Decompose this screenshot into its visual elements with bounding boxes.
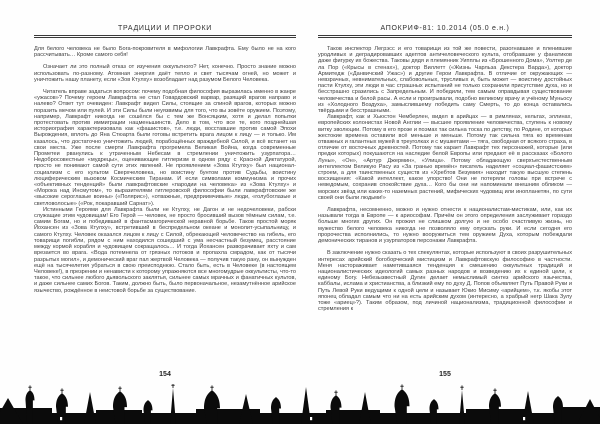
- paragraph: Лавкрафт, как и Хьюстон Чемберлен, видел в арийцах — в римлянах, кельтах, эллинах, европейских колонистах Новой Англии — высшее проявление человечества, ступень к новому витку эволюции. Потому в его прозе и поэмах так сильна тоска по детству, по Родине, от которых жестокие времена оставили всё меньше и меньше. Потому так сильна тяга ко временам отважных и галантных мужей в треуголках и с мушкетами — тяга, свободная от всякого страха, в отличие от восточных древностей. Потому так карает Лавкрафт тех персонажей, которые (или предки которых) покушаются на наследие белой Европы или предают её в рассказах «Болото Луны», «Он», «Артур Джермин», «Улица». Потому обладающую сверхъестественным интеллектом Великую Расу из «За гранью времён» писатель наделяет «социал-фашистским» строем, а для таинственных существ из «Хребтов Безумия» находит такую высшую степень восхищения: «Какой интеллект, какое упорство! Они не потеряли головы при встрече с неведомым, сохранив спокойствие духа… Кого бы они ни напоминали внешним обликом — морских звёзд или каких-то наземных растений, мифических чудовищ или инопланетян, по сути своей они были людьми!»: [318, 114, 572, 201]
- header-rule-right: [318, 35, 572, 38]
- header-rule-left: [34, 35, 296, 38]
- running-header-right: АПОКРИФ-81: 10.2014 (05.0 е.н.): [380, 25, 510, 32]
- page-body-right: [318, 46, 572, 346]
- page-body-left: [34, 46, 296, 346]
- page-right: [318, 0, 572, 424]
- paragraph: Читатель вправе задаться вопросом: почему подобная философия выразилась именно в жанре «ужасов»? Почему героем Лавкрафта не стал Говардовский варвар, разящий врагов направо и налево? Ответ тут очевиден: Лавкрафт видел Силы, стоящие за спиной врагов, которых можно поразить мечом или пулей. И эти Силы были неуязвимы для того, что вы зовёте оружием. Поэтому, например, Лавкрафт никогда не сошёлся бы с тем же Вонсяцким, хотя и делал попытки протестовать против иммиграции нацменьшинств. Дело в том, что все те, кого позднейшая историография характеризовала как «фашистов», т.е. люди, восставшие против самой Эпохи Вырождения, вплоть до Яна Стюарта были готовы встретить врага лицом к лицу — и только. Им казалось, что достаточно уничтожить людей, порабощённых враждебной Силой, и всё встанет на свои места. Уже после смерти Лавкрафта прогремела Великая Война, когда современные Прометеи рванулись к утраченным Небесам в стремлении уничтожить узурпатора… Недобросовестные «мудрецы», оценивающие гитлеризм в одном ряду с Красной Диктатурой, просто не понимают самой сути этих явлений. Не проявлением «Зова Ктулху» был национал-социализм с его культом Сверхчеловека, но воистину бунтом против Судьбы, воистину люциферическим вызовом Космическим Тиранам. И если символами коммунизма и прочих «объективных тенденций» были лавкрафтовские «пародии на человека» из «Зова Ктулху» и «Морока над Инсмутом», то выразителями гитлеровской философии были лавкрафтовские же «высокие сероглазые воины» («Полярис»), «отважные, предприимчивые» люди, «голубоглазые и светловолосые» («Рок, покаравший Сарнат»).: [34, 89, 296, 207]
- paragraph: Означает ли это полный отказ от изучения оккультного? Нет, конечно. Просто знание можно использовать по-разному. Атомная энергия даёт тепло и свет тысячам огней, но может и уничтожить нашу планету, если «Зов Ктулху» возобладает над разумом Белого Человека.: [34, 64, 296, 83]
- paragraph: Лавкрафта, несомненно, можно и нужно отнести к националистам-мистикам, или, как их называли тогда в Европе — к ариософам. Причём он этого определения заслуживает гораздо больше многих других. Он прожил не слишком долгую и не особо счастливую жизнь, но мужество белого человека никогда не позволяло ему опускать руки. И если сегодня его пророчества исполнились, то нужно вооружиться тем оружием Духа, которым побеждали демонических тиранов и узурпаторов персонажи Лавкрафта.: [318, 207, 572, 245]
- paragraph: Таков инспектор Легрэсс и его товарищи из той же повести, разогнавшие и пленившие уродливых и деградировавших адептов античеловеческого культа, отобравшие у фанатиков даже фигурку их божества. Таковы дядя и племянник Уипплы из «Брошенного Дома», Уолтер де ла Пор («Крысы в стенах»), доктор Виллетт («Жизнь Чарльза Декстера Варда»), доктор Армитедж («Данвичский Ужас») и другие Герои Лавкрафта. В отличие от окружающих — невзрачных, невнимательных, слабовольных, трусливых и, быть может — воистину достойных пасти Ктулху, эти люди в час страшных испытаний не только сохранили присутствие духа, но и бесстрашно сразились с Запредельным. И победили, тем самым оправдывая существование человечества и белой расы. А если и проигрывали, подобно великому врачу и учёному Муньосу из «Холодного Воздуха», замыслившему победить саму Смерть, то до конца оставались твёрдыми и бесстрашными.: [318, 46, 572, 115]
- skyline-svg: [0, 384, 600, 424]
- city-skyline-silhouette: [0, 384, 600, 424]
- page-number-right: 155: [439, 371, 451, 378]
- page-number-left: 154: [159, 371, 171, 378]
- paragraph: В заключение нужно сказать о тех спекулянтах, которые используют в своих разрушительных интересах арийский богоборческий мистицизм и Лавкрафтовскую философию в частности. Меня настораживает наметившаяся тенденция к смешению оккультных традиций и националистических идеологий самых разных народов и возведению их к единой цели, к единому Богу. Небезызвестный Дугин делает немыслимый синтез арийского язычества, каббалы, ислама и христианства, а близкий ему по духу Д. Попов объявляет Путь Правой Руки и Путь Левой Руки ведущими к одной цели и называет Юкио Мисиму «арийцем», т.к. якобы этот японец обладал самым что ни на есть арийским духом (интересно, а храбрый негр Шака Зулу тоже «ариец»?). Таким образом, под личиной национализма, традиционной философии и стремления к: [318, 250, 572, 313]
- page-left: [34, 0, 296, 424]
- paragraph: Истинными Героями для Лавкрафта были не Ктулху, не Дагон и не недочеловеки, рабски служащие этим чудовищам! Его Герой — человек, не просто бросивший вызов тёмным силам, т.е. самим Богам, но и победивший в фантасмагорической неравной борьбе. Таков простой моряк Йохансен из «Зова Ктулху», встретивший в беспредельном океане и монолит-усыпальницу, и самого Ктулху. Человек оказался лицом к лицу с Силой, обрекающей человечество на гибель, его товарищи погибли, рядом с ним находился сошедший с ума несчастный безумец, расстояние между кормой корабля и чудовищем сокращалось… И тогда Йохансен разворачивает яхту и сам врезается во врага. «Вода потемнела от грязных потоков и пропахла смрадом, как от тысячи разрытых могил», и демонический враг пал жертвой Человека — получив такую рану, он вынужден ещё на тысячелетия убраться в свою преисподнюю. Стало быть, есть в Человеке (в настоящем Человеке!), в презрении и ненависти к которому упражняются все многомудрые оккультисты, что-то такое, что сильнее любого дьявольского заклятья, сильнее самых мрачных и фанатичных культов, и даже сильнее самих Богов. Таким, должно быть, было первоначальное, незамутнённое арийское язычество, рождённое в неистовой борьбе за существование.: [34, 206, 296, 294]
- running-header-left: ТРАДИЦИИ И ПРОРОКИ: [118, 25, 212, 32]
- paragraph: Для белого человека не было Бога-покровителя в мифологии Лавкрафта. Ему было не на кого рассчитывать… Кроме самого себя!: [34, 46, 296, 59]
